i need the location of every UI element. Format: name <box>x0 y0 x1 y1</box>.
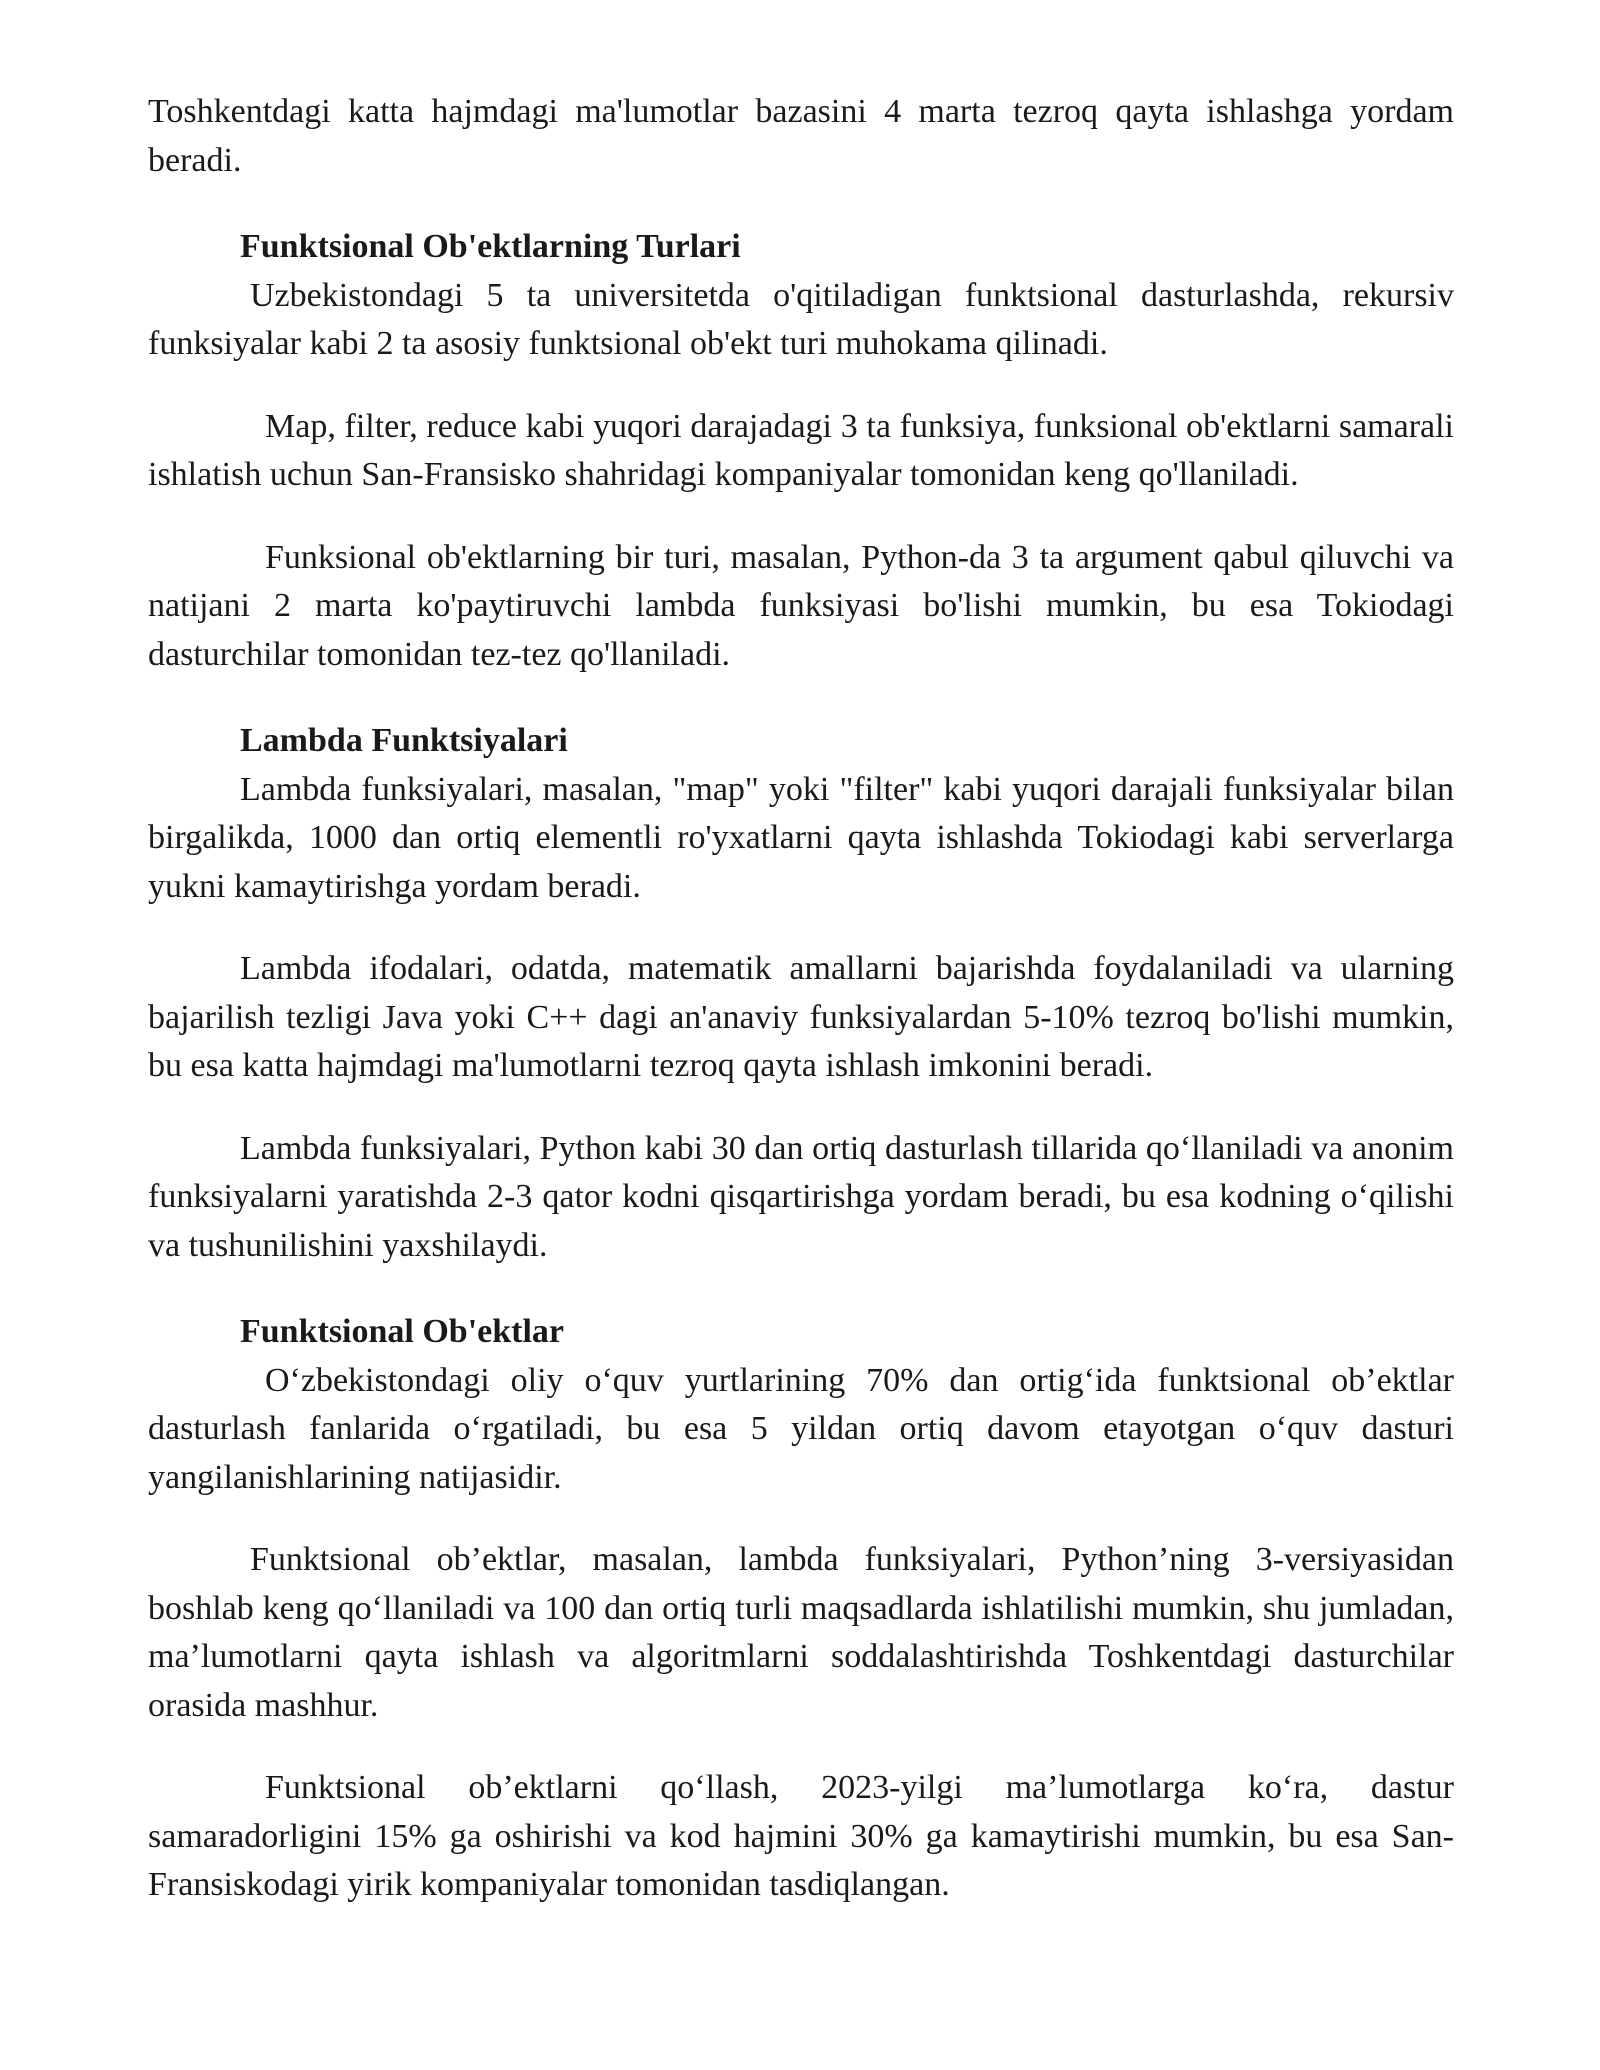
paragraph-obektlar-3: Funktsional ob’ektlarni qo‘llash, 2023-yilgi ma’lumotlarga ko‘ra, dastur samaradorligini 15% ga oshirishi va kod hajmini 30% ga kamaytirishi mumkin, bu esa San-Fransiskodagi yirik kompaniyalar tomonidan tasdiqlangan. <box>148 1769 1454 1903</box>
paragraph-turlari-2: Map, filter, reduce kabi yuqori darajadagi 3 ta funksiya, funksional ob'ektlarni samarali ishlatish uchun San-Fransisko shahridagi kompaniyalar tomonidan keng qo'llaniladi. <box>148 407 1454 493</box>
paragraph-turlari-1: Uzbekistondagi 5 ta universitetda o'qitiladigan funktsional dasturlashda, rekursiv funksiyalar kabi 2 ta asosiy funktsional ob'ekt turi muhokama qilinadi. <box>148 276 1454 362</box>
section-heading-turlari: Funktsional Ob'ektlarning Turlari <box>240 228 741 265</box>
paragraph-lambda-1: Lambda funksiyalari, masalan, "map" yoki "filter" kabi yuqori darajali funksiyalar bilan birgalikda, 1000 dan ortiq elementli ro'yxatlarni qayta ishlashda Tokiodagi kabi serverlarga yukni kamaytirishga yordam beradi. <box>148 770 1454 905</box>
document-page <box>148 88 1454 1910</box>
paragraph-turlari-3: Funksional ob'ektlarning bir turi, masalan, Python-da 3 ta argument qabul qiluvchi va natijani 2 marta ko'paytiruvchi lambda funksiyasi bo'lishi mumkin, bu esa Tokiodagi dasturchilar tomonidan tez-tez qo'llaniladi. <box>148 538 1454 673</box>
paragraph-lambda-3: Lambda funksiyalari, Python kabi 30 dan ortiq dasturlash tillarida qo‘llaniladi va anonim funksiyalarni yaratishda 2-3 qator kodni qisqartirishga yordam beradi, bu esa kodning o‘qilishi va tushunilishini yaxshilaydi. <box>148 1129 1454 1264</box>
paragraph-obektlar-2: Funktsional ob’ektlar, masalan, lambda funksiyalari, Python’ning 3-versiyasidan boshlab keng qo‘llaniladi va 100 dan ortiq turli maqsadlarda ishlatilishi mumkin, shu jumladan, ma’lumotlarni qayta ishlash va algoritmlarni soddalashtirishda Toshkentdagi dasturchilar orasida mashhur. <box>148 1541 1454 1724</box>
section-heading-obektlar: Funktsional Ob'ektlar <box>240 1313 565 1350</box>
section-heading-lambda: Lambda Funktsiyalari <box>240 722 568 759</box>
paragraph-lambda-2: Lambda ifodalari, odatda, matematik amallarni bajarishda foydalaniladi va ularning bajarilish tezligi Java yoki C++ dagi an'anaviy funksiyalardan 5-10% tezroq bo'lishi mumkin, bu esa katta hajmdagi ma'lumotlarni tezroq qayta ishlash imkonini beradi. <box>148 950 1454 1084</box>
paragraph-obektlar-1: O‘zbekistondagi oliy o‘quv yurtlarining 70% dan ortig‘ida funktsional ob’ektlar dasturlash fanlarida o‘rgatiladi, bu esa 5 yildan ortiq davom etayotgan o‘quv dasturi yangilanishlarining natijasidir. <box>148 1361 1454 1496</box>
intro-paragraph: Toshkentdagi katta hajmdagi ma'lumotlar bazasini 4 marta tezroq qayta ishlashga yordam beradi. <box>148 93 1454 179</box>
